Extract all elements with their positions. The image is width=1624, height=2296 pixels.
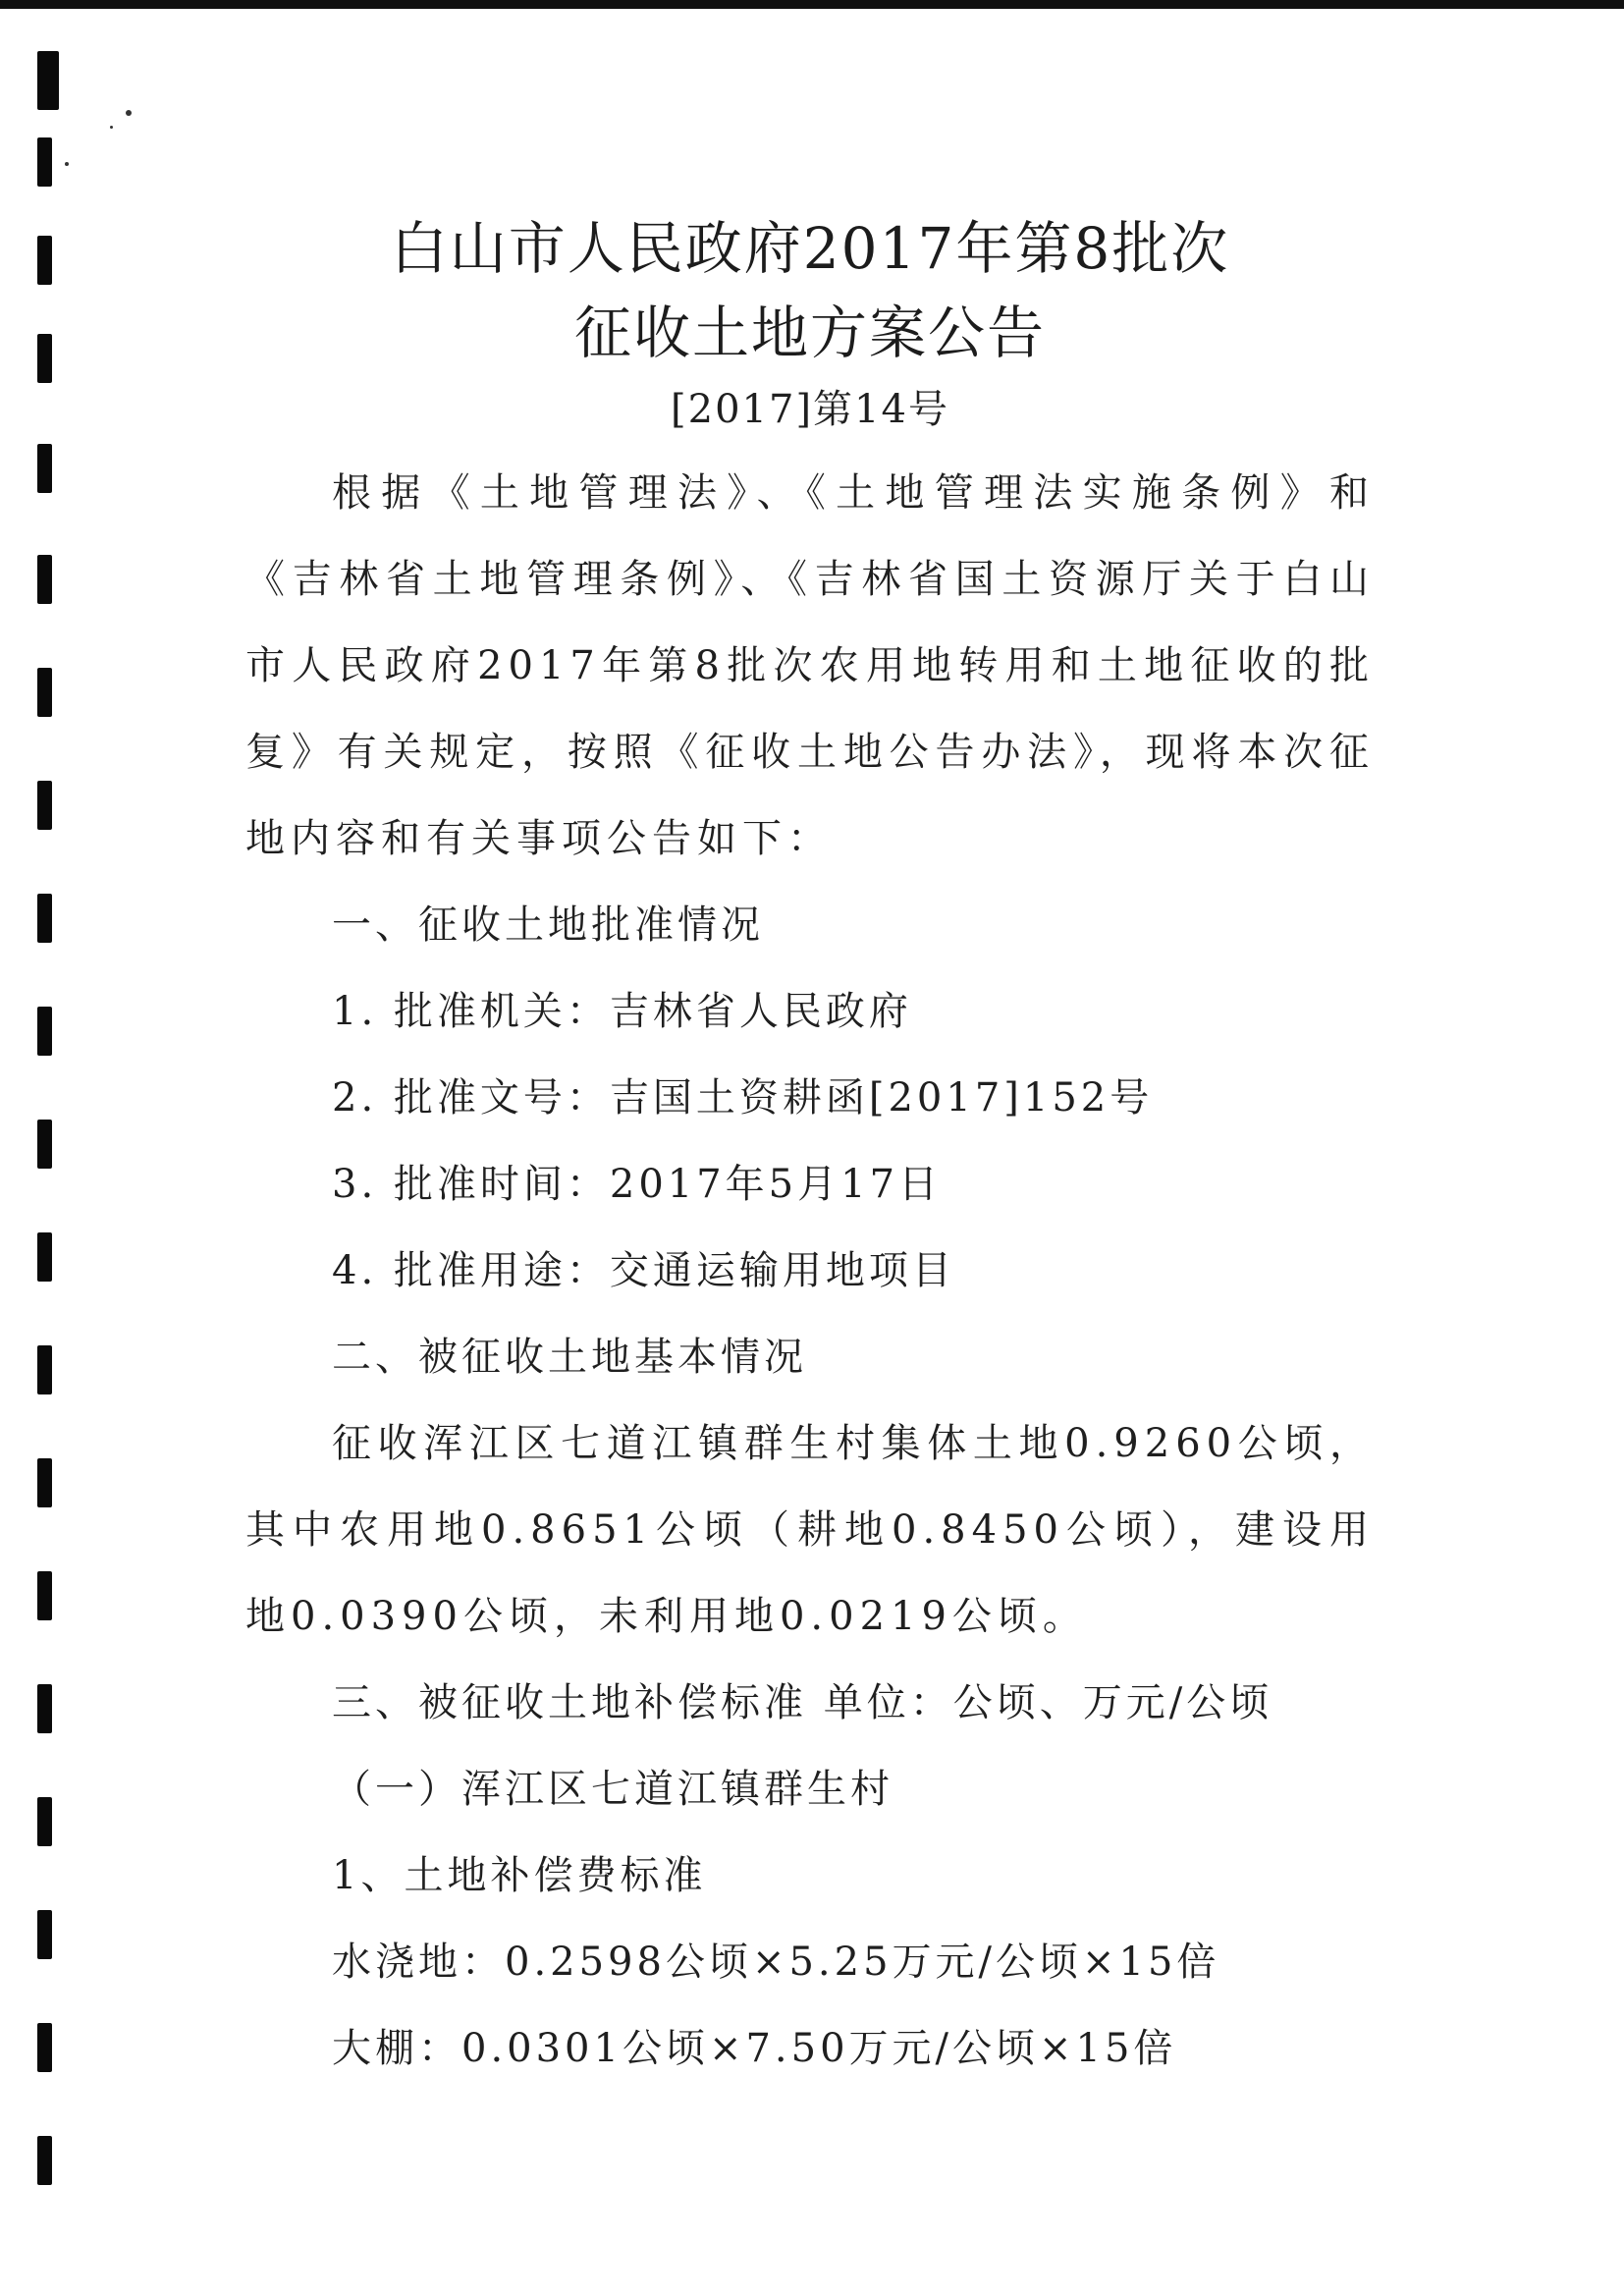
binding-mark: [37, 781, 52, 830]
land-compensation-heading: 1、土地补偿费标准: [332, 1853, 707, 1898]
binding-mark: [37, 555, 52, 604]
binding-mark: [37, 444, 52, 493]
approval-authority: 1. 批准机关：吉林省人民政府: [332, 989, 912, 1034]
binding-mark: [37, 1910, 52, 1959]
approval-date: 3. 批准时间：2017年5月17日: [332, 1162, 943, 1207]
binding-hole-strip: [37, 39, 61, 2259]
binding-mark: [37, 1684, 52, 1733]
binding-mark: [37, 51, 59, 110]
scan-top-edge: [0, 0, 1624, 9]
binding-mark: [37, 1345, 52, 1394]
binding-mark: [37, 236, 52, 285]
document-page: [245, 206, 1375, 2092]
compensation-irrigated-land: 水浇地：0.2598公顷×5.25万元/公顷×15倍: [332, 1940, 1220, 1985]
section2-body: 征收浑江区七道江镇群生村集体土地0.9260公顷，其中农用地0.8651公顷（耕地0.8450公顷），建设用地0.0390公顷，未利用地0.0219公顷。: [245, 1421, 1375, 1639]
scan-speck: [126, 110, 132, 116]
binding-mark: [37, 137, 52, 187]
binding-mark: [37, 1797, 52, 1846]
compensation-greenhouse: 大棚：0.0301公顷×7.50万元/公顷×15倍: [332, 2026, 1177, 2071]
scan-speck: [65, 162, 69, 166]
approval-document-number: 2. 批准文号：吉国土资耕函[2017]152号: [332, 1075, 1154, 1121]
binding-mark: [37, 1120, 52, 1169]
section3-subheading: （一）浑江区七道江镇群生村: [332, 1767, 893, 1812]
binding-mark: [37, 334, 52, 383]
section2-heading: 二、被征收土地基本情况: [332, 1335, 807, 1380]
binding-mark: [37, 1571, 52, 1620]
approval-purpose: 4. 批准用途：交通运输用地项目: [332, 1248, 955, 1293]
binding-mark: [37, 894, 52, 943]
binding-mark: [37, 1458, 52, 1507]
intro-paragraph: 根据《土地管理法》、《土地管理法实施条例》和《吉林省土地管理条例》、《吉林省国土资源厅关于白山市人民政府2017年第8批次农用地转用和土地征收的批复》有关规定，按照《征收土地公告办法》，现将本次征地内容和有关事项公告如下：: [245, 470, 1375, 861]
binding-mark: [37, 1007, 52, 1056]
document-title-line2: 征收土地方案公告: [573, 300, 1046, 366]
binding-mark: [37, 1232, 52, 1282]
document-number: [2017]第14号: [671, 387, 949, 432]
document-title-line1: 白山市人民政府2017年第8批次: [390, 215, 1230, 282]
binding-mark: [37, 668, 52, 717]
binding-mark: [37, 2136, 52, 2185]
section1-heading: 一、征收土地批准情况: [332, 902, 764, 948]
section3-heading: 三、被征收土地补偿标准 单位：公顷、万元/公顷: [332, 1680, 1273, 1725]
binding-mark: [37, 2023, 52, 2072]
scan-speck: [110, 126, 113, 129]
